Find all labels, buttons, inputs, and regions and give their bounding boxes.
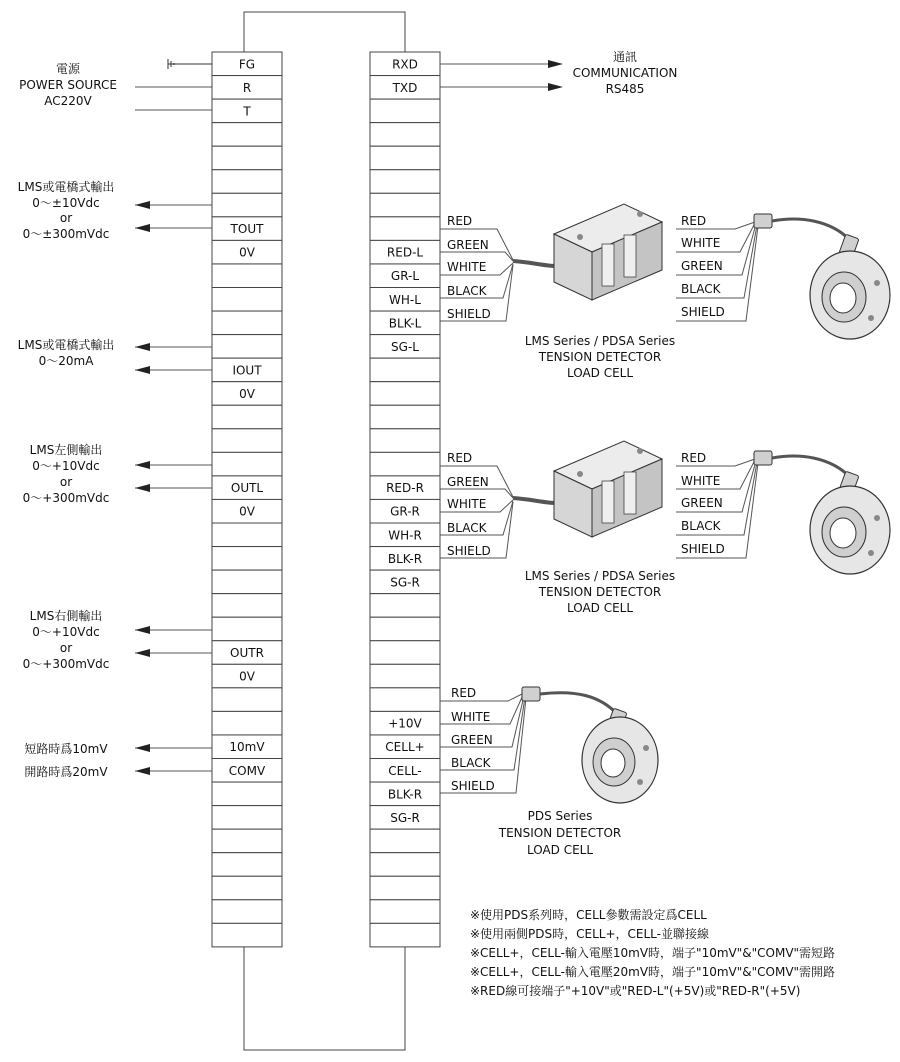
left-terminal-cell bbox=[212, 664, 282, 688]
left-terminal-cell bbox=[212, 264, 282, 288]
pinout-label: SHIELD bbox=[681, 542, 725, 556]
sensor-2-wire-labels bbox=[447, 451, 491, 558]
output-label: 0～+300mVdc bbox=[22, 657, 110, 671]
right-terminal-cell bbox=[370, 52, 440, 76]
note-line: ※使用PDS系列時，CELL參數需設定爲CELL bbox=[470, 908, 707, 922]
left-terminal-label: 0V bbox=[239, 669, 255, 684]
left-terminal-label: TOUT bbox=[230, 222, 264, 237]
wire-label: BLACK bbox=[447, 521, 487, 535]
wire-label: GREEN bbox=[447, 475, 489, 489]
sensor-1-pinout-labels bbox=[681, 214, 725, 319]
right-terminal-cell bbox=[370, 170, 440, 194]
right-terminal-cell bbox=[370, 217, 440, 241]
left-terminal-cell bbox=[212, 759, 282, 783]
left-terminal-label: 0V bbox=[239, 245, 255, 260]
right-terminal-cell bbox=[370, 641, 440, 665]
right-terminal-label: RED-L bbox=[386, 245, 424, 260]
arrow-left-icon bbox=[135, 744, 150, 752]
left-terminal-cell bbox=[212, 853, 282, 877]
frame-bottom-line bbox=[244, 947, 405, 1050]
right-terminal-cell bbox=[370, 193, 440, 217]
arrow-left-icon bbox=[135, 626, 150, 634]
right-terminal-cell bbox=[370, 452, 440, 476]
output-group-5 bbox=[24, 741, 212, 779]
left-terminal-label: 0V bbox=[239, 504, 255, 519]
sensor-caption: TENSION DETECTOR bbox=[498, 826, 622, 840]
output-label: 0～+300mVdc bbox=[22, 491, 110, 505]
load-cell-ring-icon bbox=[522, 687, 658, 803]
wire-label: WHITE bbox=[447, 260, 487, 274]
wire-label: SHIELD bbox=[447, 544, 491, 558]
right-terminal-cell bbox=[370, 240, 440, 264]
load-cell-block-icon bbox=[513, 441, 662, 537]
right-terminal-label: CELL+ bbox=[385, 740, 425, 755]
right-terminal-label: WH-L bbox=[389, 292, 421, 307]
output-label: 0～20mA bbox=[38, 354, 94, 368]
left-terminal-cell bbox=[212, 806, 282, 830]
sensor-3-wire-labels bbox=[451, 686, 495, 793]
right-terminal-cell bbox=[370, 664, 440, 688]
arrow-left-icon bbox=[135, 649, 150, 657]
power-source bbox=[19, 59, 212, 110]
output-label: LMS左側輸出 bbox=[29, 443, 103, 457]
sensor-1 bbox=[440, 204, 890, 380]
right-terminal-cell bbox=[370, 146, 440, 170]
output-label: LMS右側輸出 bbox=[29, 609, 103, 623]
right-terminal-cell bbox=[370, 476, 440, 500]
right-terminal-cell bbox=[370, 594, 440, 618]
output-label: or bbox=[59, 475, 73, 489]
left-terminal-label: 0V bbox=[239, 386, 255, 401]
left-terminal-cell bbox=[212, 711, 282, 735]
left-terminal-cell bbox=[212, 476, 282, 500]
left-terminal-cell bbox=[212, 217, 282, 241]
output-label: or bbox=[59, 211, 73, 225]
sensor-caption: LOAD CELL bbox=[566, 366, 634, 380]
left-terminal-cell bbox=[212, 193, 282, 217]
output-group-1 bbox=[18, 179, 212, 241]
pinout-label: SHIELD bbox=[681, 305, 725, 319]
right-terminal-cell bbox=[370, 759, 440, 783]
right-terminal-label: SG-R bbox=[390, 575, 420, 590]
wire-label: SHIELD bbox=[447, 307, 491, 321]
comm-label-zh: 通訊 bbox=[612, 50, 638, 64]
output-label: 0～±300mVdc bbox=[22, 227, 110, 241]
wire-label: SHIELD bbox=[451, 779, 495, 793]
left-terminal-cell bbox=[212, 829, 282, 853]
arrow-left-icon bbox=[135, 201, 150, 209]
left-terminal-cell bbox=[212, 900, 282, 924]
left-terminal-cell bbox=[212, 499, 282, 523]
right-terminal-label: CELL- bbox=[388, 763, 422, 778]
right-terminal-label: SG-L bbox=[391, 339, 419, 354]
right-terminal-cell bbox=[370, 335, 440, 359]
arrow-left-icon bbox=[135, 767, 150, 775]
right-terminal-cell bbox=[370, 711, 440, 735]
right-terminal-label: TXD bbox=[392, 80, 418, 95]
right-terminal-label: SG-R bbox=[390, 810, 420, 825]
left-terminal-cell bbox=[212, 641, 282, 665]
right-terminal-cell bbox=[370, 547, 440, 571]
right-terminal-cell bbox=[370, 923, 440, 947]
right-terminal-label: RED-R bbox=[386, 481, 424, 496]
sensor-caption: TENSION DETECTOR bbox=[538, 350, 662, 364]
left-terminal-cell bbox=[212, 170, 282, 194]
sensor-caption: PDS Series bbox=[527, 809, 593, 823]
right-terminal-label: BLK-L bbox=[388, 316, 422, 331]
right-terminal-cell bbox=[370, 900, 440, 924]
right-terminal-cell bbox=[370, 876, 440, 900]
right-terminal-cell bbox=[370, 429, 440, 453]
ground-icon bbox=[168, 59, 212, 69]
right-terminal-label: GR-R bbox=[390, 504, 420, 519]
right-terminal-cell bbox=[370, 76, 440, 100]
left-terminal-cell bbox=[212, 735, 282, 759]
right-terminal-cell bbox=[370, 99, 440, 123]
left-terminal-cell bbox=[212, 452, 282, 476]
right-terminal-cell bbox=[370, 853, 440, 877]
right-terminal-cell bbox=[370, 123, 440, 147]
arrow-left-icon bbox=[135, 366, 150, 374]
wire-label: RED bbox=[447, 214, 473, 228]
left-terminal-label: FG bbox=[238, 57, 256, 72]
pinout-label: WHITE bbox=[681, 236, 721, 250]
power-label-zh: 電源 bbox=[55, 62, 81, 76]
pinout-label: BLACK bbox=[681, 282, 721, 296]
left-terminal-cell bbox=[212, 358, 282, 382]
communication bbox=[440, 50, 677, 96]
left-terminal-cell bbox=[212, 923, 282, 947]
right-terminal-label: BLK-R bbox=[387, 787, 423, 802]
left-terminal-label: R bbox=[242, 80, 252, 95]
sensor-caption: LOAD CELL bbox=[566, 601, 634, 615]
wire-label: BLACK bbox=[447, 284, 487, 298]
wire-label: RED bbox=[447, 451, 473, 465]
sensor-1-wire-labels bbox=[447, 214, 491, 321]
output-label: 0～±10Vdc bbox=[32, 196, 100, 210]
output-group-3 bbox=[23, 442, 212, 505]
wire-label: RED bbox=[451, 686, 477, 700]
right-terminal-cell bbox=[370, 264, 440, 288]
load-cell-ring-icon bbox=[754, 214, 890, 339]
pinout-label: RED bbox=[681, 214, 707, 228]
right-terminal-cell bbox=[370, 523, 440, 547]
left-terminal-label: 10mV bbox=[229, 740, 265, 755]
left-terminal-cell bbox=[212, 547, 282, 571]
wire-label: WHITE bbox=[447, 497, 487, 511]
left-terminal-label: IOUT bbox=[232, 363, 262, 378]
output-label: LMS或電橋式輸出 bbox=[17, 180, 115, 194]
right-terminal-cell bbox=[370, 405, 440, 429]
output-group-4 bbox=[23, 608, 212, 671]
output-label: 0～+10Vdc bbox=[32, 459, 100, 473]
note-line: ※CELL+，CELL-輸入電壓20mV時，端子"10mV"&"COMV"需開路 bbox=[470, 965, 836, 979]
right-terminal-label: WH-R bbox=[388, 528, 422, 543]
left-terminal-label: T bbox=[243, 104, 251, 119]
left-terminal-label: COMV bbox=[228, 763, 266, 778]
arrow-left-icon bbox=[135, 343, 150, 351]
left-terminal-cell bbox=[212, 405, 282, 429]
right-terminal-cell bbox=[370, 806, 440, 830]
frame-top-line bbox=[244, 12, 405, 52]
left-terminal-cell bbox=[212, 523, 282, 547]
left-terminal-cell bbox=[212, 617, 282, 641]
right-terminal-label: RXD bbox=[392, 57, 418, 72]
left-terminal-cell bbox=[212, 782, 282, 806]
power-label-voltage: AC220V bbox=[44, 94, 92, 108]
left-terminal-cell bbox=[212, 876, 282, 900]
arrow-right-icon bbox=[548, 83, 563, 91]
output-label: 0～+10Vdc bbox=[32, 625, 100, 639]
left-terminal-cell bbox=[212, 429, 282, 453]
note-line: ※使用兩側PDS時，CELL+，CELL-並聯接線 bbox=[470, 927, 709, 941]
left-terminal-cell bbox=[212, 382, 282, 406]
sensor-caption: LMS Series / PDSA Series bbox=[524, 569, 676, 583]
left-terminal-label: OUTR bbox=[230, 646, 264, 661]
output-group-2 bbox=[18, 337, 212, 374]
note-line: ※RED線可接端子"+10V"或"RED-L"(+5V)或"RED-R"(+5V) bbox=[470, 984, 801, 998]
left-terminal-cell bbox=[212, 688, 282, 712]
output-label: LMS或電橋式輸出 bbox=[17, 338, 115, 352]
arrow-left-icon bbox=[135, 461, 150, 469]
left-terminal-cell bbox=[212, 146, 282, 170]
load-cell-ring-icon bbox=[754, 451, 890, 574]
output-label: 開路時爲20mV bbox=[24, 765, 108, 779]
right-terminal-cell bbox=[370, 735, 440, 759]
left-terminal-cell bbox=[212, 288, 282, 312]
right-terminal-cell bbox=[370, 829, 440, 853]
note-line: ※CELL+，CELL-輸入電壓10mV時，端子"10mV"&"COMV"需短路 bbox=[470, 946, 836, 960]
left-terminal-cell bbox=[212, 335, 282, 359]
arrow-left-icon bbox=[135, 484, 150, 492]
left-terminal-label: OUTL bbox=[230, 481, 264, 496]
right-terminal-label: GR-L bbox=[390, 269, 420, 284]
right-terminal-cell bbox=[370, 382, 440, 406]
right-terminal-cell bbox=[370, 358, 440, 382]
right-terminal-cell bbox=[370, 782, 440, 806]
pinout-label: RED bbox=[681, 451, 707, 465]
right-terminal-strip bbox=[370, 52, 440, 947]
sensor-caption: TENSION DETECTOR bbox=[538, 585, 662, 599]
sensor-caption: LMS Series / PDSA Series bbox=[524, 334, 676, 348]
pinout-label: WHITE bbox=[681, 474, 721, 488]
sensor-caption: LOAD CELL bbox=[526, 843, 594, 857]
left-terminal-cell bbox=[212, 594, 282, 618]
pinout-label: GREEN bbox=[681, 259, 723, 273]
right-terminal-cell bbox=[370, 499, 440, 523]
left-terminal-cell bbox=[212, 52, 282, 76]
power-label-en: POWER SOURCE bbox=[19, 78, 117, 92]
pinout-label: GREEN bbox=[681, 496, 723, 510]
right-terminal-cell bbox=[370, 311, 440, 335]
wire-label: WHITE bbox=[451, 710, 491, 724]
left-terminal-cell bbox=[212, 570, 282, 594]
load-cell-block-icon bbox=[513, 204, 662, 300]
output-label: or bbox=[59, 641, 73, 655]
left-terminal-cell bbox=[212, 76, 282, 100]
right-terminal-cell bbox=[370, 570, 440, 594]
sensor-3 bbox=[440, 686, 658, 857]
right-terminal-cell bbox=[370, 288, 440, 312]
wire-label: BLACK bbox=[451, 756, 491, 770]
right-terminal-cell bbox=[370, 688, 440, 712]
left-terminal-cell bbox=[212, 240, 282, 264]
arrow-left-icon bbox=[135, 224, 150, 232]
wire-label: GREEN bbox=[451, 733, 493, 747]
sensor-2-pinout-labels bbox=[681, 451, 725, 556]
right-terminal-cell bbox=[370, 617, 440, 641]
left-terminal-cell bbox=[212, 123, 282, 147]
left-terminal-cell bbox=[212, 311, 282, 335]
arrow-right-icon bbox=[548, 60, 563, 68]
comm-label-protocol: RS485 bbox=[605, 82, 645, 96]
right-terminal-label: +10V bbox=[388, 716, 422, 731]
left-terminal-cell bbox=[212, 99, 282, 123]
wire-label: GREEN bbox=[447, 238, 489, 252]
right-terminal-label: BLK-R bbox=[387, 551, 423, 566]
output-label: 短路時爲10mV bbox=[24, 742, 108, 756]
comm-label-en: COMMUNICATION bbox=[572, 66, 678, 80]
sensor-2 bbox=[440, 441, 890, 615]
pinout-label: BLACK bbox=[681, 519, 721, 533]
left-terminal-strip bbox=[212, 52, 282, 947]
notes bbox=[470, 907, 835, 998]
